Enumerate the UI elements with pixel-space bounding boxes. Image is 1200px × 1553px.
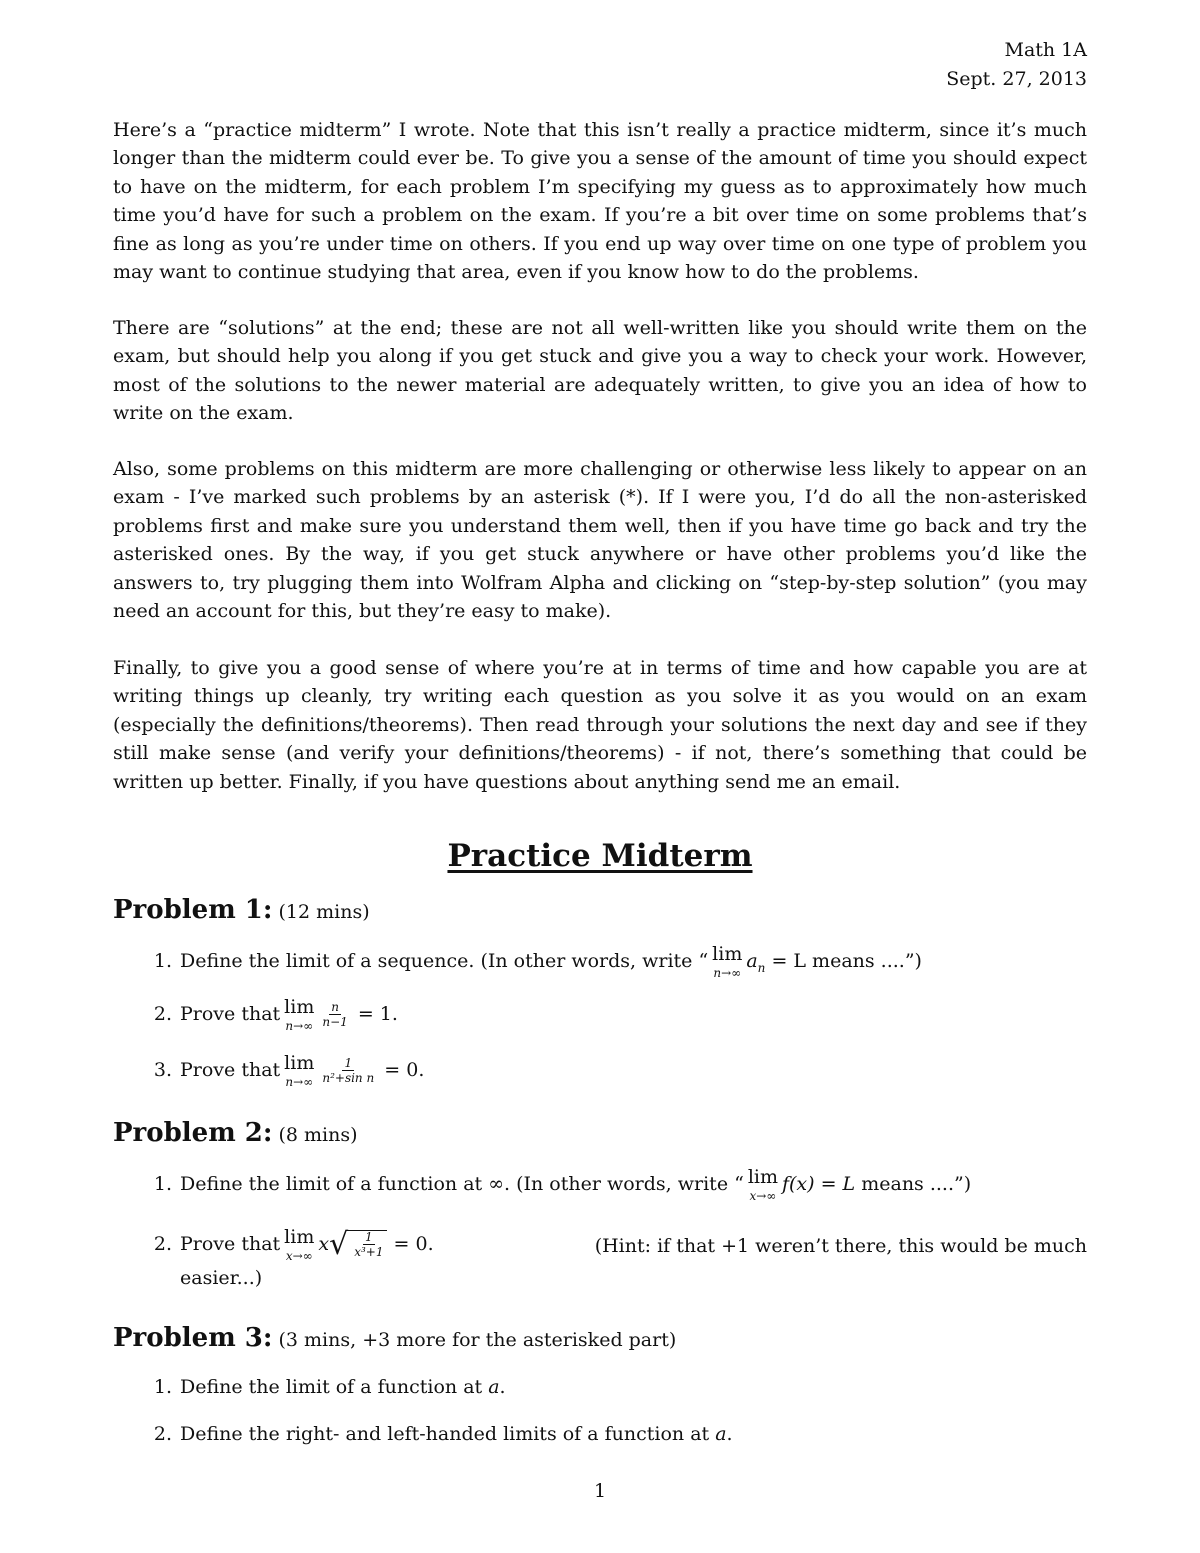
limit-expression: lim n→∞ bbox=[284, 1052, 315, 1089]
problem-1-item-2 bbox=[140, 998, 1087, 1032]
problem-label: Problem 2: bbox=[113, 1118, 273, 1148]
problem-1-item-3 bbox=[140, 1054, 1087, 1088]
problem-label: Problem 3: bbox=[113, 1323, 273, 1353]
math-term: f(x) = L bbox=[781, 1173, 856, 1195]
problem-3-item-1: 1. Define the limit of a function at a. bbox=[140, 1373, 1087, 1401]
math-term: a bbox=[488, 1376, 500, 1398]
item-text-end: = L means ....”) bbox=[765, 950, 922, 972]
problem-3-item-2: 2. Define the right- and left-handed limits of a function at a. bbox=[140, 1420, 1087, 1448]
page-number: 1 bbox=[593, 1480, 607, 1502]
problem-time: (8 mins) bbox=[278, 1124, 358, 1146]
item-text: Define the limit of a sequence. (In other words, write “ bbox=[180, 950, 709, 972]
problem-time: (3 mins, +3 more for the asterisked part) bbox=[278, 1329, 677, 1351]
problem-2-heading bbox=[113, 1118, 358, 1148]
item-number: 2. bbox=[153, 1003, 172, 1025]
course-name: Math 1A bbox=[1004, 39, 1087, 61]
math-term: a bbox=[715, 1423, 727, 1445]
fraction: $\frac{1}{\text{n²+sin n}}$ bbox=[322, 1055, 375, 1085]
intro-paragraph-1: Here’s a “practice midterm” I wrote. Note that this isn’t really a practice midterm, since it’s much longer than the midterm could ever be. To give you a sense of the amount of time you should expect to have on the midterm, for each problem I’m specifying my guess as to approximately how much time you’d have for such a problem on the exam. If you’re a bit over time on some problems that’s fine as long as you’re under time on others. If you end up way over time on one type of problem you may want to continue studying that area, even if you know how to do the problems. bbox=[113, 119, 1087, 284]
item-text-end: means ....”) bbox=[855, 1173, 972, 1195]
page-title: Practice Midterm bbox=[447, 838, 753, 874]
item-text: Define the limit of a function at bbox=[180, 1376, 483, 1398]
item-text-end: = 0. bbox=[384, 1059, 425, 1081]
intro-paragraph-3: Also, some problems on this midterm are more challenging or otherwise less likely to appear on an exam - I’ve marked such problems by an asterisk (*). If I were you, I’d do all the non-asterisked problems first and make sure you understand them well, then if you have time go back and try the asterisked ones. By the way, if you get stuck anywhere or have other problems you’d like the answers to, try plugging them into Wolfram Alpha and clicking on “step-by-step solution” (you may need an account for this, but they’re easy to make). bbox=[113, 458, 1087, 623]
problem-1-item-1 bbox=[140, 945, 1087, 982]
limit-expression: lim n→∞ bbox=[712, 943, 743, 980]
problem-label: Problem 1: bbox=[113, 895, 273, 925]
item-text-end: = 1. bbox=[357, 1003, 398, 1025]
item-number: 1. bbox=[153, 1376, 172, 1398]
square-root: √ $\frac{1}{\text{x³+1}}$ bbox=[329, 1230, 387, 1260]
header-date: Sept. 27, 2013 bbox=[946, 68, 1087, 90]
item-text: Define the right- and left-handed limits of a function at bbox=[180, 1423, 710, 1445]
item-number: 3. bbox=[153, 1059, 172, 1081]
item-text: Prove that bbox=[180, 1059, 281, 1081]
intro-paragraph-2: There are “solutions” at the end; these are not all well-written like you should write them on the exam, but should help you along if you get stuck and give you a way to check your work. However, most of the solutions to the newer material are adequately written, to give you an idea of how to write on the exam. bbox=[113, 317, 1087, 425]
item-text: Define the limit of a function at ∞. (In other words, write “ bbox=[180, 1173, 744, 1195]
page-header bbox=[946, 36, 1087, 94]
limit-expression: lim x→∞ bbox=[747, 1166, 778, 1203]
problem-time: (12 mins) bbox=[278, 901, 370, 923]
limit-expression: lim x→∞ bbox=[284, 1226, 315, 1263]
item-number: 1. bbox=[153, 950, 172, 972]
item-text-end: = 0. bbox=[393, 1233, 434, 1255]
problem-2-item-1 bbox=[140, 1168, 1087, 1202]
fraction: $\frac{n}{n-1}$ bbox=[322, 999, 348, 1029]
item-text: Prove that bbox=[180, 1233, 281, 1255]
item-number: 2. bbox=[153, 1233, 172, 1255]
intro-paragraph-4: Finally, to give you a good sense of where you’re at in terms of time and how capable you are at writing things up cleanly, try writing each question as you solve it as you would on an exam (especially the definitions/theorems). Then read through your solutions the next day and see if they still make sense (and verify your definitions/theorems) - if not, there’s something that could be written up better. Finally, if you have questions about anything send me an email. bbox=[113, 657, 1087, 793]
limit-expression: lim n→∞ bbox=[284, 996, 315, 1033]
item-text: Prove that bbox=[180, 1003, 281, 1025]
item-number: 1. bbox=[153, 1173, 172, 1195]
math-term: x bbox=[318, 1233, 330, 1255]
hint-text: (Hint: if that +1 weren’t there, this would be much bbox=[594, 1235, 1087, 1257]
item-number: 2. bbox=[153, 1423, 172, 1445]
problem-2-item-2 bbox=[140, 1228, 1087, 1292]
problem-3-heading bbox=[113, 1323, 676, 1353]
math-term: $a_n$ bbox=[746, 950, 766, 975]
problem-1-heading bbox=[113, 895, 370, 925]
hint-continuation: easier...) bbox=[180, 1267, 263, 1289]
